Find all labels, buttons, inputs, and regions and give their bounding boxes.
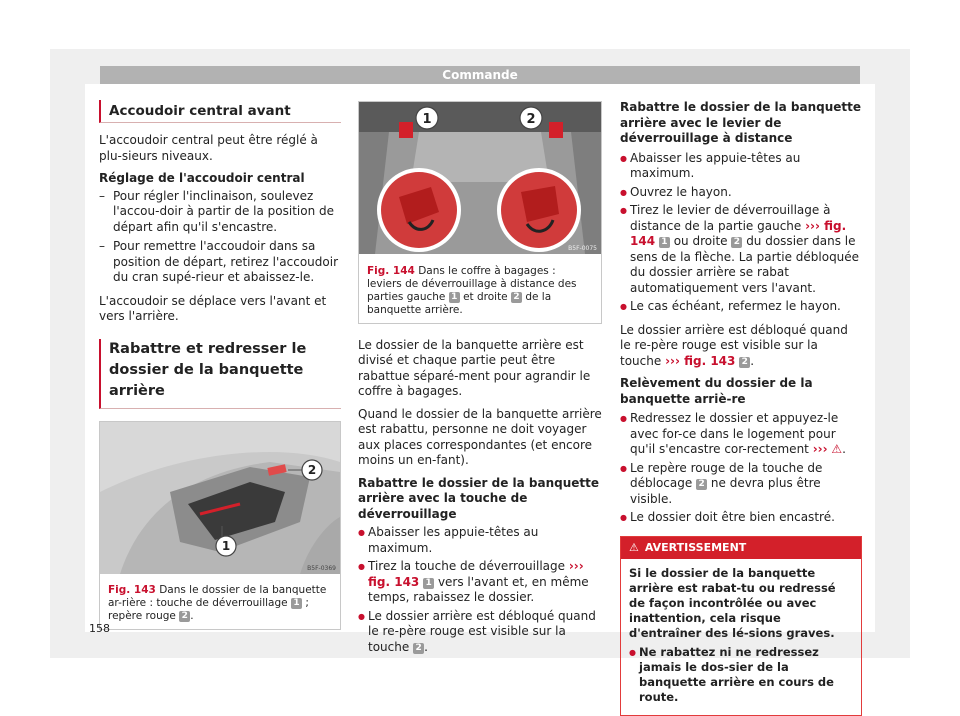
fig-reference-link[interactable]: ››› fig. 143 [368,559,584,589]
step-open-tailgate: ● Ouvrez le hayon. [620,185,862,201]
step-check-locked: ● Le dossier doit être bien encastré. [620,510,862,526]
callout-2: 2 [696,479,707,490]
warning-body [621,559,861,715]
callout-1: 1 [291,598,302,609]
page-content [85,84,875,704]
step-pull-lever: ● Tirez le levier de déverrouillage à distance de la partie gauche ››› fig. 144 1 ou droite 2 du dossier dans le sens de la flèche. La partie débloquée du dossier arrière se rabat automatiquement vers l'avant. [620,203,862,296]
unlocked-note: Le dossier arrière est débloqué quand le re-père rouge est visible sur la touche ››› fig. 143 2 . [620,322,848,368]
step-lower-headrests: ● Abaisser les appuie-têtes au maximum. [358,525,602,556]
warning-triangle-icon: ⚠ [629,540,639,554]
warning-text: Si le dossier de la banquette arrière est rabat-tu ou redressé de façon incontrôlée ou avec inattention, cela risque d'entraîner des lé-sions graves. [629,565,836,640]
figure-143 [99,421,341,631]
seat-release-illustration [100,422,340,574]
warning-box [620,536,862,716]
column-middle [358,101,602,658]
page-number: 158 [89,622,110,635]
step-red-marker: ● Le dossier arrière est débloqué quand le re-père rouge est visible sur la touche 2 . [358,609,602,656]
subheading-remote-lever: Rabattre le dossier de la banquette arrière avec le levier de déverrouillage à distance [620,100,862,145]
warning-header: ⚠ AVERTISSEMENT [621,537,861,559]
seat-split-text: Le dossier de la banquette arrière est divisé et chaque partie peut être rabattue séparé-ment pour agrandir le coffre à bagages. [358,337,591,398]
warning-bullet: ● Ne rabattez ni ne redressez jamais le dos-sier de la banquette arrière en cours de route. [629,645,853,705]
callout-2: 2 [511,292,522,303]
intro-text: L'accoudoir central peut être réglé à plu-sieurs niveaux. [99,133,318,163]
svg-text:2: 2 [526,112,536,127]
subheading-armrest: Réglage de l'accoudoir central [99,171,305,185]
figure-143-label: Fig. 143 [108,584,156,596]
callout-1: 1 [659,237,670,248]
step-incline: – Pour régler l'inclinaison, soulevez l'accou-doir à partir de la position de départ afin qu'il s'encastre. [99,189,341,236]
armrest-note: L'accoudoir se déplace vers l'avant et vers l'arrière. [99,293,327,323]
callout-2: 2 [731,237,742,248]
subheading-release-button: Rabattre le dossier de la banquette arrière avec la touche de déverrouillage [358,475,600,521]
step-close-tailgate: ● Le cas échéant, refermez le hayon. [620,299,862,315]
svg-text:1: 1 [422,112,432,127]
figure-144-caption: Fig. 144 Dans le coffre à bagages : leviers de déverrouillage à distance des parties gauche 1 et droite 2 de la banquette arrière. [367,264,577,316]
fig-reference-link[interactable]: ››› fig. 144 [630,218,847,248]
warning-reference-link[interactable]: ››› [812,442,828,456]
callout-2: 2 [739,357,750,368]
callout-2: 2 [179,611,190,622]
figure-143-caption: Fig. 143 Dans le dossier de la banquette ar-rière : touche de déverrouillage 1 ; repère rouge 2 . [108,584,327,622]
passenger-warning-text: Quand le dossier de la banquette arrière est rabattu, personne ne doit voyager aux places correspondantes (et encore moins un en-fant). [358,406,602,467]
step-check-marker: ● Le repère rouge de la touche de déblocage 2 ne devra plus être visible. [620,461,862,508]
callout-2: 2 [413,643,424,654]
column-left [99,100,341,630]
callout-1: 1 [423,578,434,589]
fig-reference-link[interactable]: ››› fig. 143 [665,353,736,368]
subheading-raise-seat: Relèvement du dossier de la banquette arriè-re [620,376,813,406]
figure-144-label: Fig. 144 [367,264,415,277]
column-right [620,100,862,716]
heading-armrest: Accoudoir central avant [99,100,341,123]
trunk-levers-illustration [359,102,601,254]
step-pull-button: ● Tirez la touche de déverrouillage ››› fig. 143 1 vers l'avant et, en même temps, rabaissez le dossier. [358,559,602,606]
step-reset: – Pour remettre l'accoudoir dans sa position de départ, retirez l'accoudoir du cran supé-rieur et abaissez-le. [99,239,341,286]
callout-1: 1 [449,292,460,303]
svg-text:B5F-0369: B5F-0369 [307,564,336,572]
step-lower-headrests: ● Abaisser les appuie-têtes au maximum. [620,151,862,182]
svg-text:1: 1 [221,538,231,553]
svg-text:B5F-0075: B5F-0075 [568,245,597,252]
heading-rear-seat: Rabattre et redresser le dossier de la banquette arrière [99,339,341,409]
section-header: Commande [100,66,860,84]
step-raise-backrest: ● Redressez le dossier et appuyez-le avec for-ce dans le logement pour qu'il s'encastre cor-rectement ››› ⚠. [620,411,862,458]
svg-text:2: 2 [307,462,317,477]
figure-144 [358,101,602,324]
warning-triangle-icon: ⚠ [831,442,843,456]
